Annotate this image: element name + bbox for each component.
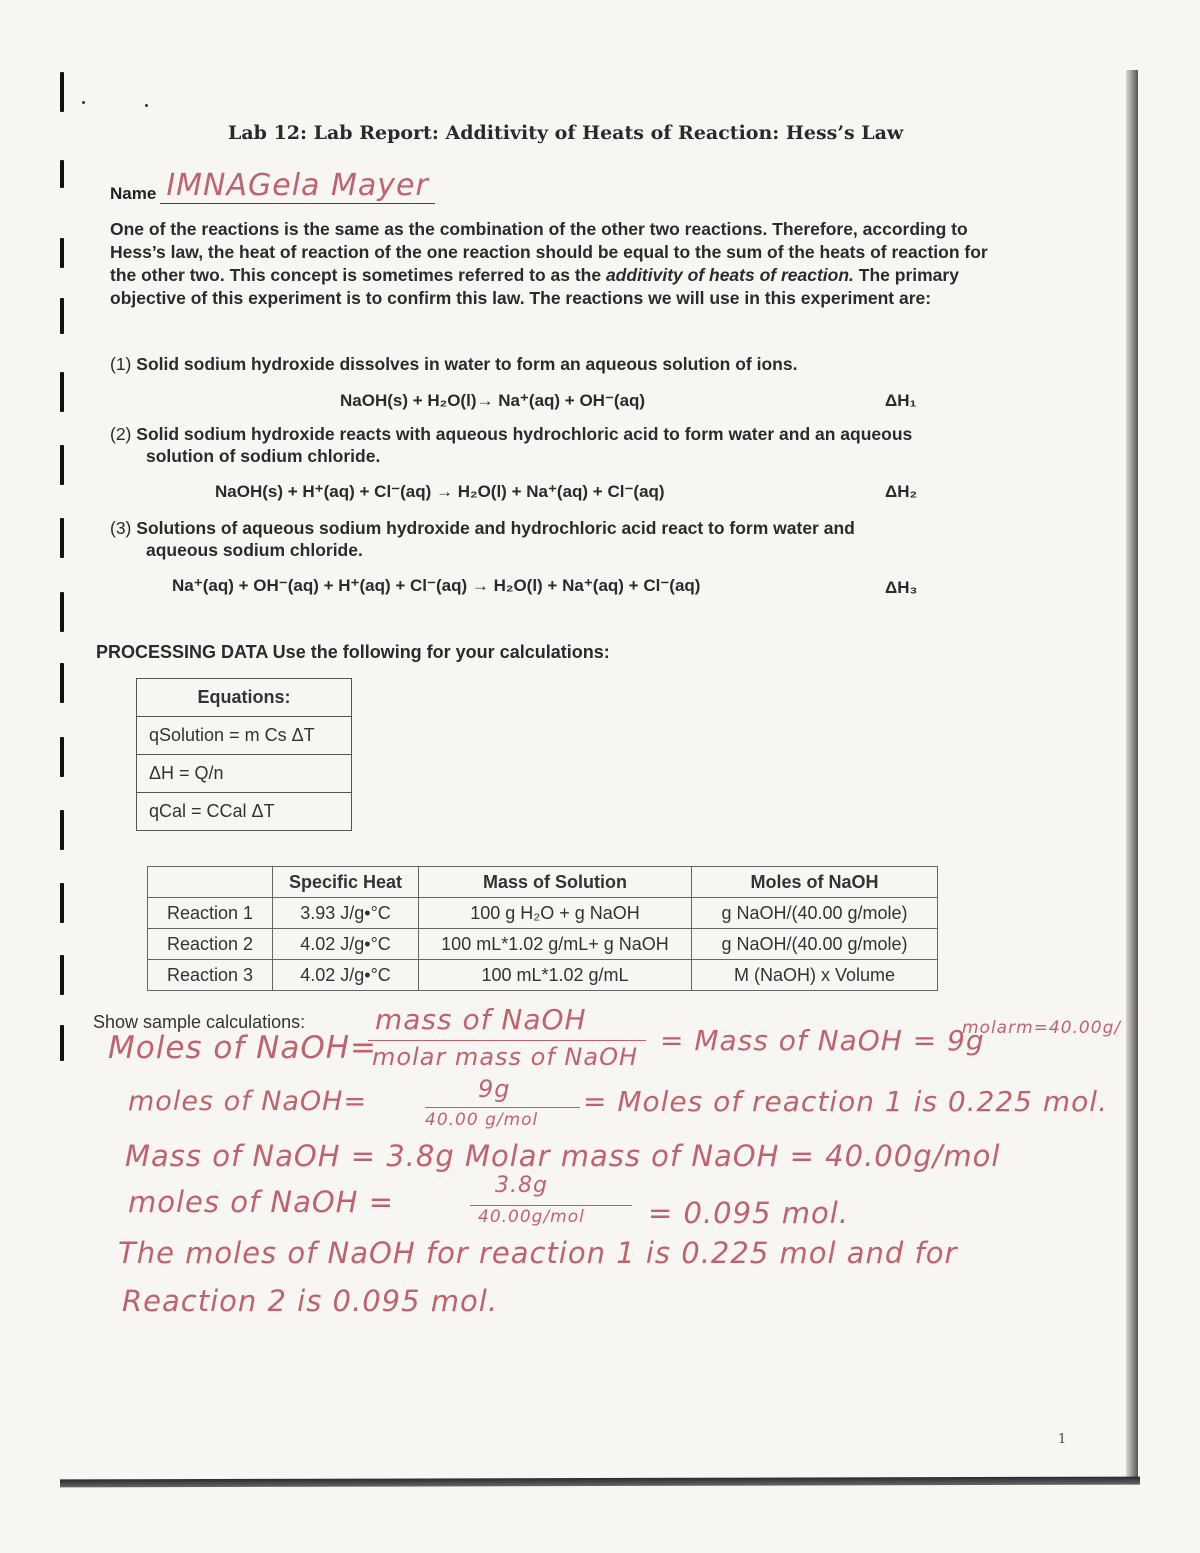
handwritten-line: Mass of NaOH = 3.8g Molar mass of NaOH = 40.00g/mol (125, 1139, 1001, 1173)
reaction-text: Solid sodium hydroxide reacts with aqueous hydrochloric acid to form water and an aqueous solution of sodium chloride. (136, 424, 913, 466)
binder-mark (60, 592, 64, 632)
document-title: Lab 12: Lab Report: Additivity of Heats of Reaction: Hess’s Law (228, 122, 904, 144)
column-header (148, 867, 273, 898)
binder-mark (60, 72, 64, 112)
page-number: 1 (1058, 1432, 1067, 1447)
show-calculations-label: Show sample calculations: (93, 1012, 306, 1032)
equations-header: Equations: (137, 679, 352, 717)
intro-italic: additivity of heats of reaction. (605, 265, 854, 285)
table-cell: 100 g H₂O + g NaOH (419, 898, 692, 929)
binder-mark (60, 810, 64, 850)
name-handwritten: IMNAGela Mayer (160, 168, 434, 204)
table-cell: Reaction 3 (148, 960, 273, 991)
reaction-2-delta-h: ΔH₂ (885, 482, 918, 501)
handwritten-line: Reaction 2 is 0.095 mol. (122, 1284, 499, 1318)
binder-mark (60, 663, 64, 703)
handwritten-line: moles of NaOH= (128, 1086, 368, 1117)
handwritten-line: moles of NaOH = (128, 1185, 395, 1219)
table-cell: g NaOH/(40.00 g/mole) (692, 929, 938, 960)
reaction-number: (1) (110, 354, 132, 374)
binder-mark (60, 372, 64, 412)
binder-mark (60, 883, 64, 923)
handwritten-fraction-numerator: mass of NaOH (375, 1003, 587, 1036)
binder-mark (60, 238, 64, 268)
reaction-1-description (110, 353, 940, 375)
reaction-3-equation: Na⁺(aq) + OH⁻(aq) + H⁺(aq) + Cl⁻(aq) → H₂O(l) + Na⁺(aq) + Cl⁻(aq) (172, 576, 701, 595)
table-row (148, 898, 938, 929)
column-header: Specific Heat (273, 867, 419, 898)
table-cell: 100 mL*1.02 g/mL+ g NaOH (419, 929, 692, 960)
handwritten-fraction-denominator: 40.00 g/mol (425, 1110, 539, 1130)
reaction-2-description (110, 423, 976, 467)
reaction-2-equation: NaOH(s) + H⁺(aq) + Cl⁻(aq) → H₂O(l) + Na⁺(aq) + Cl⁻(aq) (215, 482, 665, 501)
intro-text-end: The primary objective of this experiment is to confirm this law. The reactions we will use in this experiment are: (110, 265, 959, 308)
table-cell: 100 mL*1.02 g/mL (419, 960, 692, 991)
handwritten-line: Moles of NaOH= (108, 1030, 378, 1066)
name-label: Name (110, 184, 157, 203)
binder-mark (60, 298, 64, 334)
reaction-number: (2) (110, 424, 132, 444)
table-cell: Reaction 2 (148, 929, 273, 960)
table-row (148, 960, 938, 991)
name-row (110, 168, 435, 204)
page-bottom-edge (60, 1477, 1140, 1488)
equation-q-solution: qSolution = m Cs ΔT (137, 717, 352, 755)
handwritten-line: = Mass of NaOH = 9g (660, 1024, 985, 1057)
column-header: Mass of Solution (419, 867, 692, 898)
table-cell: 3.93 J/g•°C (273, 898, 419, 929)
page-edge-shadow (1126, 70, 1138, 1480)
table-cell: M (NaOH) x Volume (692, 960, 938, 991)
handwritten-line: = Moles of reaction 1 is 0.225 mol. (583, 1085, 1108, 1118)
table-row (148, 929, 938, 960)
binder-mark (60, 445, 64, 485)
reaction-3-description (110, 517, 906, 561)
binder-mark (60, 955, 64, 995)
reaction-data-table (147, 866, 938, 991)
binder-mark (60, 518, 64, 558)
table-header-row (148, 867, 938, 898)
equation-delta-h: ΔH = Q/n (137, 755, 352, 793)
handwritten-fraction-denominator: 40.00g/mol (478, 1207, 585, 1227)
table-cell: 4.02 J/g•°C (273, 929, 419, 960)
reaction-number: (3) (110, 518, 132, 538)
intro-paragraph (110, 218, 1015, 310)
reaction-text: Solid sodium hydroxide dissolves in water to form an aqueous solution of ions. (136, 354, 798, 374)
binder-mark (60, 1025, 64, 1061)
binder-mark (60, 737, 64, 777)
handwritten-fraction-denominator: molar mass of NaOH (372, 1043, 639, 1071)
reaction-1-equation: NaOH(s) + H₂O(l)→ Na⁺(aq) + OH⁻(aq) (340, 391, 646, 410)
handwritten-note: molarm=40.00g/ (962, 1018, 1122, 1038)
equation-q-cal: qCal = CCal ΔT (137, 793, 352, 831)
table-cell: Reaction 1 (148, 898, 273, 929)
handwritten-line: = 0.095 mol. (648, 1196, 850, 1230)
fraction-bar (425, 1107, 580, 1108)
processing-data-heading: PROCESSING DATA Use the following for your calculations: (96, 642, 610, 662)
handwritten-fraction-numerator: 3.8g (495, 1173, 548, 1198)
table-cell: 4.02 J/g•°C (273, 960, 419, 991)
fraction-bar (368, 1040, 646, 1041)
handwritten-line: The moles of NaOH for reaction 1 is 0.225 mol and for (118, 1236, 958, 1270)
speck (145, 104, 148, 107)
table-cell: g NaOH/(40.00 g/mole) (692, 898, 938, 929)
binder-mark (60, 160, 64, 188)
reaction-1-delta-h: ΔH₁ (885, 391, 917, 410)
fraction-bar (470, 1205, 632, 1206)
reaction-text: Solutions of aqueous sodium hydroxide and hydrochloric acid react to form water and aqueous sodium chloride. (136, 518, 855, 560)
handwritten-fraction-numerator: 9g (478, 1075, 511, 1103)
reaction-3-delta-h: ΔH₃ (885, 578, 918, 597)
equations-table (136, 678, 352, 831)
column-header: Moles of NaOH (692, 867, 938, 898)
speck (82, 101, 85, 104)
intro-text: One of the reactions is the same as the combination of the other two reactions. Therefore, according to Hess’s law, the heat of reaction of the one reaction should be equal to the sum of the heats of reaction for the other two. This concept is sometimes referred to as the (110, 219, 988, 285)
